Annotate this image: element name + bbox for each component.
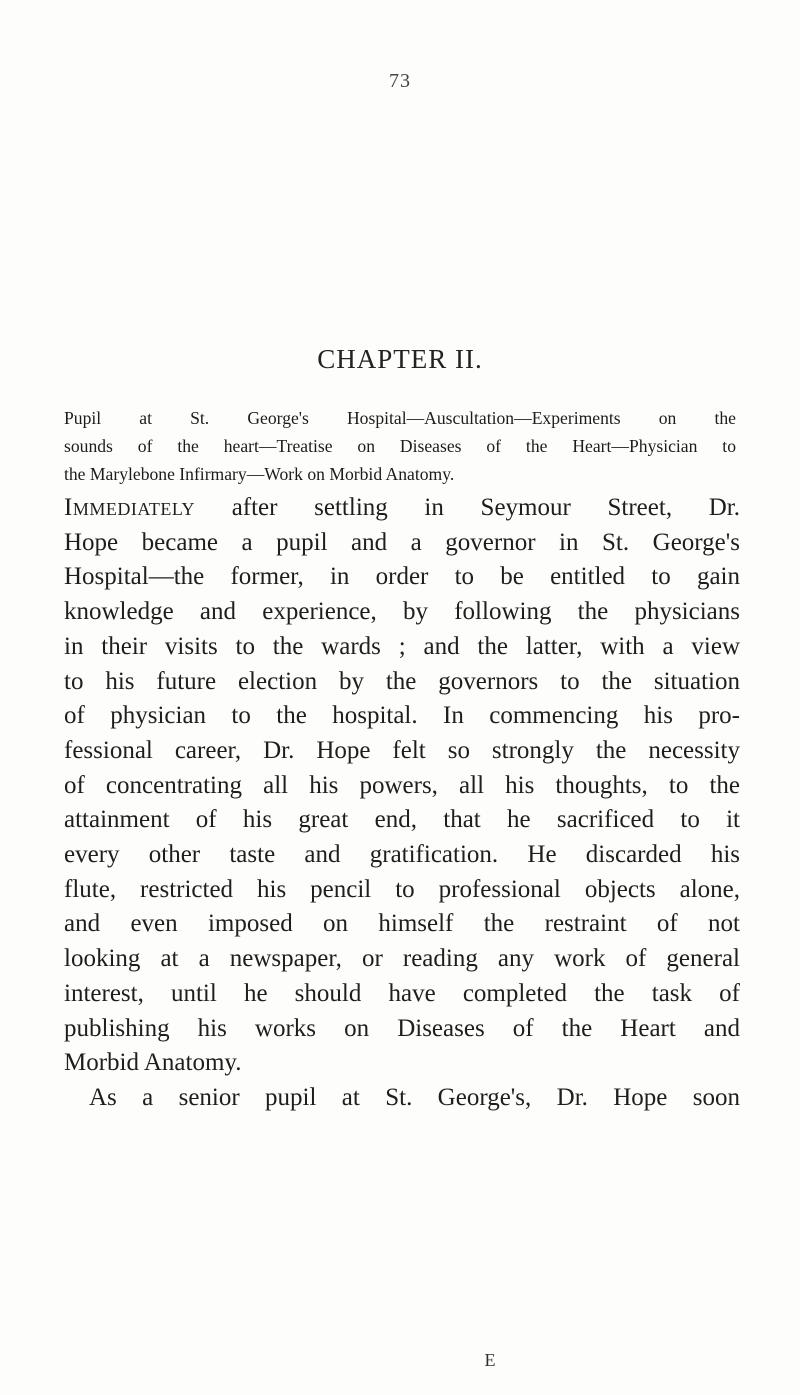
body-line: of physician to the hospital. In commencing his pro- [64,702,740,730]
body-line: every other taste and gratification. He discarded his [64,841,740,869]
body-line: Hospital—the former, in order to be entitled to gain [64,563,740,591]
synopsis-line: the Marylebone Infirmary—Work on Morbid Anatomy. [64,464,455,484]
opening-line-text: after settling in Seymour Street, Dr. [195,494,740,521]
body-line-second-paragraph: As a senior pupil at St. George's, Dr. Hope soon [89,1083,740,1111]
opening-word: Immediately [64,494,196,521]
body-line: of concentrating all his powers, all his thoughts, to the [64,771,740,799]
chapter-synopsis [64,404,736,488]
body-line: interest, until he should have completed the task of [64,979,740,1007]
body-line: attainment of his great end, that he sacrificed to it [64,806,740,834]
body-line: looking at a newspaper, or reading any work of general [64,945,740,973]
body-line: to his future election by the governors to the situation [64,667,740,695]
body-line: fessional career, Dr. Hope felt so strongly the necessity [64,736,740,764]
body-line: and even imposed on himself the restraint of not [64,910,740,938]
body-line: Morbid Anatomy. [64,1049,242,1077]
body-line: flute, restricted his pencil to professional objects alone, [64,875,740,903]
body-line: publishing his works on Diseases of the Heart and [64,1014,740,1042]
body-line: Hope became a pupil and a governor in St. George's [64,528,740,556]
signature-mark: E [484,1350,496,1370]
synopsis-line: sounds of the heart—Treatise on Diseases of the Heart—Physician to [64,436,736,456]
synopsis-line: Pupil at St. George's Hospital—Auscultation—Experiments on the [64,408,736,428]
body-text [64,491,740,1116]
page-number: 73 [389,70,411,92]
body-line: knowledge and experience, by following the physicians [64,598,740,626]
body-line: in their visits to the wards ; and the latter, with a view [64,632,740,660]
body-line [64,491,740,526]
chapter-title: CHAPTER II. [317,344,483,374]
